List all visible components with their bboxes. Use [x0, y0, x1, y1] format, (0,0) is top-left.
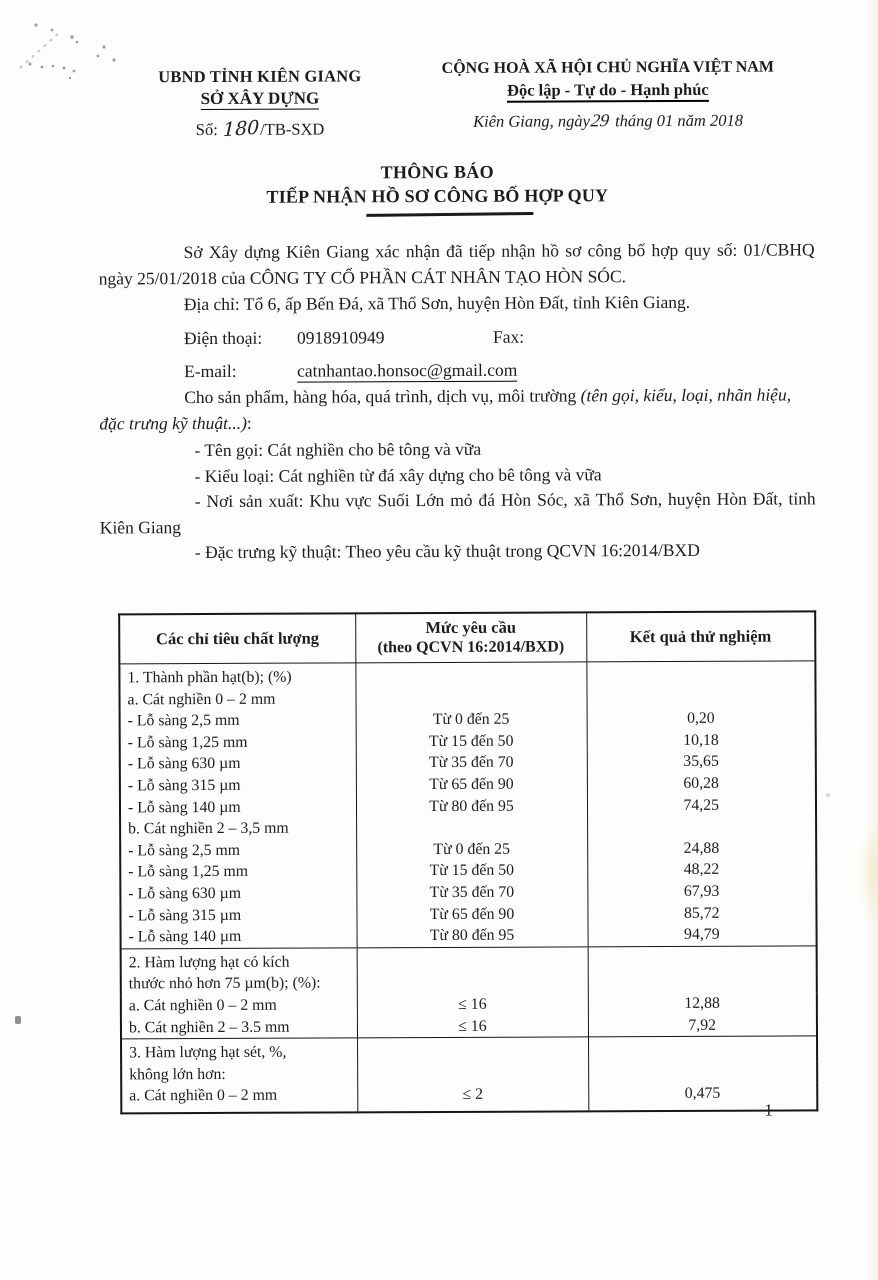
phone-label: Điện thoại:: [183, 327, 263, 349]
product-details-list: [99, 435, 816, 566]
criteria-cell: - Lỗ sàng 630 µm: [120, 882, 356, 905]
table-row: [120, 859, 816, 884]
fax-label: Fax:: [492, 326, 525, 347]
result-cell: [588, 1061, 817, 1084]
requirement-cell: [355, 662, 586, 688]
result-cell: 74,25: [587, 794, 816, 817]
result-cell: 0,475: [588, 1083, 817, 1112]
requirement-cell: Từ 0 đến 25: [356, 838, 587, 861]
issuing-agency-block: [146, 66, 374, 140]
criteria-cell: - Lỗ sàng 140 µm: [120, 796, 356, 819]
production-site-line: - Nơi sản xuất: Khu vực Suối Lớn mỏ đá Hòn Sóc, xã Thổ Sơn, huyện Hòn Đất, tỉnh Kiên Giang: [99, 488, 816, 537]
scan-edge-shading: [868, 0, 878, 1280]
result-cell: 7,92: [588, 1014, 817, 1037]
criteria-cell: không lớn hơn:: [121, 1063, 357, 1086]
result-cell: 24,88: [587, 837, 816, 860]
table-row: [120, 794, 816, 819]
table-section: [119, 661, 816, 949]
technical-spec-line: - Đặc trưng kỹ thuật: Theo yêu cầu kỹ thuật trong QCVN 16:2014/BXD: [194, 539, 700, 563]
criteria-header: Các chỉ tiêu chất lượng: [119, 613, 355, 664]
result-cell: 48,22: [587, 859, 816, 882]
table-row: [120, 772, 816, 797]
result-cell: [588, 1036, 817, 1062]
result-cell: [588, 971, 817, 994]
requirement-cell: Từ 15 đến 50: [356, 730, 587, 753]
requirement-cell: Từ 65 đến 90: [356, 773, 587, 796]
phone-value: 0918910949: [296, 327, 385, 348]
criteria-cell: 2. Hàm lượng hạt có kích: [121, 948, 357, 974]
requirement-cell: Từ 65 đến 90: [356, 903, 587, 926]
criteria-cell: - Lỗ sàng 2,5 mm: [120, 710, 356, 733]
criteria-cell: b. Cát nghiền 2 – 3,5 mm: [120, 818, 356, 841]
table-row: [121, 1061, 817, 1086]
agency-name: SỞ XÂY DỰNG: [200, 88, 320, 109]
table-row: [121, 1083, 817, 1114]
criteria-cell: a. Cát nghiền 0 – 2 mm: [121, 1085, 357, 1114]
table-row: [120, 729, 816, 754]
scan-speck-right: [826, 793, 830, 797]
requirement-cell: Từ 35 đến 70: [356, 752, 587, 775]
table-row: [121, 946, 817, 974]
result-cell: 67,93: [587, 880, 816, 903]
requirement-header: Mức yêu cầu (theo QCVN 16:2014/BXD): [355, 612, 586, 663]
confirmation-paragraph: Sở Xây dựng Kiên Giang xác nhận đã tiếp nhận hồ sơ công bố hợp quy số: 01/CBHQ ngày 25/01/2018 của CÔNG TY CỔ PHẦN CÁT NHÂN TẠO HÒN SÓC.: [98, 239, 815, 289]
national-header-block: [414, 58, 802, 132]
page-number: 1: [764, 1100, 773, 1120]
title-line-1: THÔNG BÁO: [380, 161, 494, 183]
criteria-cell: a. Cát nghiền 0 – 2 mm: [121, 994, 357, 1017]
result-cell: 60,28: [587, 772, 816, 795]
result-cell: 0,20: [587, 708, 816, 731]
result-cell: 85,72: [587, 902, 816, 925]
criteria-cell: - Lỗ sàng 140 µm: [121, 925, 357, 948]
title-underline-rule: [366, 212, 533, 216]
scan-speck-left: [15, 1016, 21, 1024]
requirement-cell: [357, 972, 588, 995]
requirement-cell: [357, 947, 588, 973]
table-row: [120, 708, 816, 733]
pencil-scribble-artifact: [8, 10, 168, 90]
criteria-cell: - Lỗ sàng 630 µm: [120, 753, 356, 776]
table-row: [121, 971, 817, 996]
criteria-cell: - Lỗ sàng 2,5 mm: [120, 839, 356, 862]
email-label: E-mail:: [184, 360, 237, 382]
result-cell: 12,88: [588, 992, 817, 1015]
requirement-cell: ≤ 16: [357, 993, 588, 1016]
result-cell: 10,18: [587, 729, 816, 752]
email-value: catnhantao.honsoc@gmail.com: [297, 359, 518, 381]
product-name-line: - Tên gọi: Cát nghiền cho bê tông và vữa: [194, 438, 482, 461]
result-cell: 94,79: [588, 923, 817, 946]
table-row: [119, 661, 815, 689]
table-section: [121, 1036, 817, 1113]
national-title: CỘNG HOÀ XÃ HỘI CHỦ NGHĨA VIỆT NAM: [441, 58, 774, 77]
result-cell: [587, 816, 816, 839]
document-title: [0, 160, 876, 217]
table-row: [120, 751, 816, 776]
requirement-cell: [357, 1062, 588, 1085]
requirement-cell: ≤ 2: [357, 1084, 588, 1113]
criteria-cell: 1. Thành phần hạt(b); (%): [119, 663, 355, 689]
agency-parent-name: UBND TỈNH KIÊN GIANG: [158, 66, 362, 87]
document-number: Số: 180/TB-SXD: [195, 116, 325, 142]
table-row: [120, 902, 816, 927]
result-cell: [586, 686, 815, 709]
requirement-cell: [356, 817, 587, 840]
email-line: [99, 355, 815, 384]
requirement-cell: Từ 80 đến 95: [357, 924, 588, 947]
handwritten-doc-number: 180: [222, 116, 260, 142]
quality-results-table: [118, 610, 818, 1114]
table-header-row: [119, 611, 815, 664]
criteria-cell: b. Cát nghiền 2 – 3.5 mm: [121, 1016, 357, 1039]
criteria-cell: - Lỗ sàng 1,25 mm: [120, 731, 356, 754]
title-line-2: TIẾP NHẬN HỒ SƠ CÔNG BỐ HỢP QUY: [266, 185, 609, 207]
requirement-cell: Từ 80 đến 95: [356, 795, 587, 818]
requirement-cell: Từ 15 đến 50: [356, 860, 587, 883]
phone-fax-line: [99, 322, 815, 351]
criteria-cell: - Lỗ sàng 315 µm: [120, 774, 356, 797]
table-row: [119, 686, 815, 711]
table-row: [121, 1014, 817, 1039]
product-type-line: - Kiểu loại: Cát nghiền từ đá xây dựng cho bê tông và vữa: [194, 463, 602, 486]
requirement-cell: Từ 35 đến 70: [356, 881, 587, 904]
table-row: [120, 816, 816, 841]
requirement-cell: ≤ 16: [357, 1015, 588, 1038]
product-scope-paragraph: Cho sản phẩm, hàng hóa, quá trình, dịch vụ, môi trường (tên gọi, kiểu, loại, nhãn hiệu, đặc trưng kỹ thuật...):: [99, 384, 792, 434]
requirement-cell: [357, 1037, 588, 1063]
place-and-date: Kiên Giang, ngày29 tháng 01 năm 2018: [473, 110, 743, 131]
table-row: [120, 837, 816, 862]
handwritten-day: 29: [589, 110, 611, 131]
table-section: [121, 946, 817, 1039]
criteria-cell: 3. Hàm lượng hạt sét, %,: [121, 1038, 357, 1064]
criteria-cell: thước nhỏ hơn 75 µm(b); (%):: [121, 973, 357, 996]
requirement-cell: [355, 687, 586, 710]
result-cell: [588, 946, 817, 972]
criteria-cell: a. Cát nghiền 0 – 2 mm: [119, 688, 355, 711]
address-line: Địa chỉ: Tổ 6, ấp Bến Đá, xã Thổ Sơn, huyện Hòn Đất, tỉnh Kiên Giang.: [183, 291, 691, 315]
result-cell: [586, 661, 815, 687]
criteria-cell: - Lỗ sàng 315 µm: [120, 904, 356, 927]
scope-italic-note: (tên gọi, kiểu, loại, nhãn hiệu, đặc trưng kỹ thuật...): [99, 384, 792, 434]
requirement-cell: Từ 0 đến 25: [356, 709, 587, 732]
result-header: Kết quả thử nghiệm: [586, 611, 815, 661]
result-cell: 35,65: [587, 751, 816, 774]
table-row: [120, 880, 816, 905]
criteria-cell: - Lỗ sàng 1,25 mm: [120, 861, 356, 884]
table-row: [121, 1036, 817, 1064]
document-body: [99, 236, 816, 566]
table-row: [121, 923, 817, 948]
national-motto: Độc lập - Tự do - Hạnh phúc: [414, 79, 802, 101]
table-row: [121, 992, 817, 1017]
